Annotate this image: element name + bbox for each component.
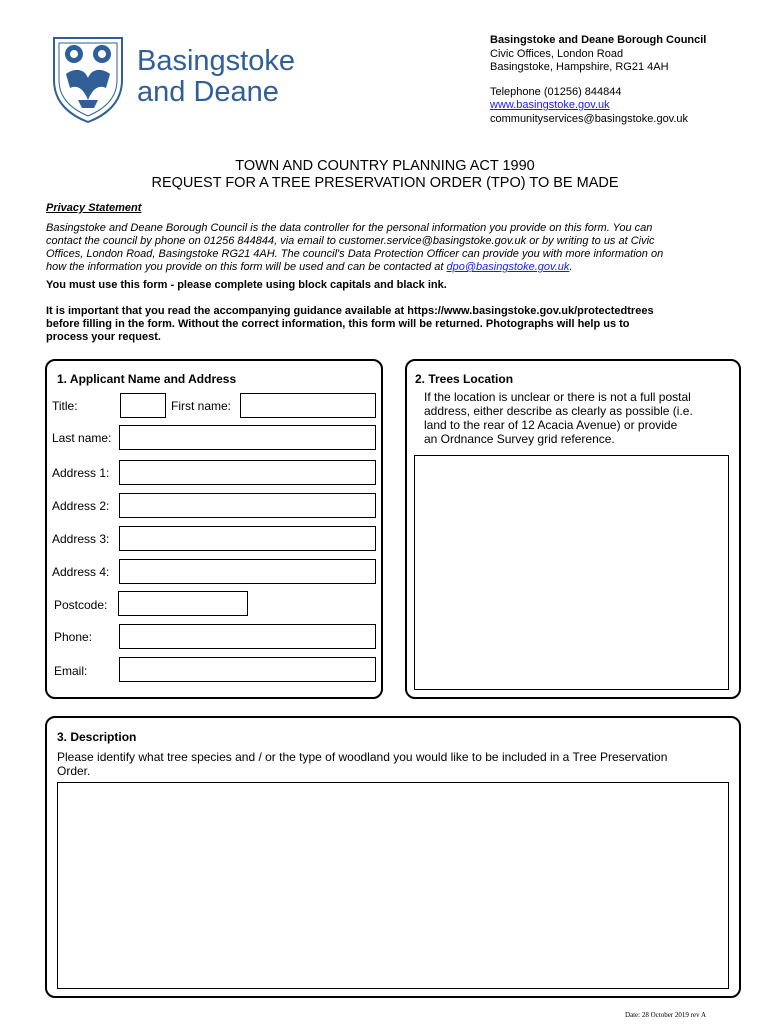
section2-instructions — [424, 390, 724, 446]
section3-title: 3. Description — [57, 730, 137, 744]
title-field[interactable] — [120, 393, 166, 418]
block-capitals-notice: You must use this form - please complete using block capitals and black ink. — [46, 279, 447, 291]
revision-date: Date: 28 October 2019 rev A — [624, 1011, 706, 1019]
last-name-field[interactable] — [119, 425, 376, 450]
section3-line: Please identify what tree species and / or the type of woodland you would like to be included in a Tree Preservation — [57, 750, 668, 764]
address2-label: Address 2: — [52, 499, 110, 513]
privacy-line: Basingstoke and Deane Borough Council is the data controller for the personal information you provide on this form. You can — [46, 222, 653, 234]
address1-label: Address 1: — [52, 466, 110, 480]
trees-location-field[interactable] — [414, 455, 729, 690]
section2-line: an Ordnance Survey grid reference. — [424, 432, 615, 446]
logo-line2: and Deane — [137, 76, 279, 108]
address4-field[interactable] — [119, 559, 376, 584]
council-email: communityservices@basingstoke.gov.uk — [490, 112, 689, 125]
address4-label: Address 4: — [52, 565, 110, 579]
guidance-line: process your request. — [46, 331, 161, 343]
privacy-heading: Privacy Statement — [46, 202, 142, 214]
coat-of-arms-icon — [50, 34, 126, 124]
form-title-act: TOWN AND COUNTRY PLANNING ACT 1990 — [235, 158, 535, 174]
title-label: Title: — [52, 399, 78, 413]
privacy-line: contact the council by phone on 01256 844844, via email to customer.service@basingstoke.gov.uk or by writing to us at Civic — [46, 235, 655, 247]
section2-line: land to the rear of 12 Acacia Avenue) or provide — [424, 418, 678, 432]
guidance-line: It is important that you read the accompanying guidance available at https://www.basingstoke.gov.uk/protectedtrees — [46, 305, 654, 317]
council-telephone: Telephone (01256) 844844 — [490, 85, 622, 98]
form-title-request: REQUEST FOR A TREE PRESERVATION ORDER (TPO) TO BE MADE — [151, 175, 619, 191]
postcode-label: Postcode: — [54, 598, 108, 612]
privacy-line4-text: how the information you provide on this form will be used and can be contacted at — [46, 261, 447, 273]
address1-field[interactable] — [119, 460, 376, 485]
guidance-notice — [46, 305, 746, 344]
guidance-line: before filling in the form. Without the correct information, this form will be returned. Photographs will help us to — [46, 318, 630, 330]
description-field[interactable] — [57, 782, 729, 989]
section2-title: 2. Trees Location — [415, 372, 514, 386]
section2-line: If the location is unclear or there is not a full postal — [424, 390, 691, 404]
council-address-line1: Civic Offices, London Road — [490, 47, 624, 60]
logo-wordmark — [137, 46, 295, 108]
privacy-line: Offices, London Road, Basingstoke RG21 4AH. The council's Data Protection Officer can provide you with more information on — [46, 248, 664, 260]
phone-field[interactable] — [119, 624, 376, 649]
email-label: Email: — [54, 664, 88, 678]
council-address-line2: Basingstoke, Hampshire, RG21 4AH — [490, 61, 669, 73]
section3-line: Order. — [57, 764, 91, 778]
council-logo — [50, 34, 320, 124]
council-address — [490, 34, 706, 126]
council-name: Basingstoke and Deane Borough Council — [490, 34, 707, 46]
first-name-field[interactable] — [240, 393, 376, 418]
address3-field[interactable] — [119, 526, 376, 551]
last-name-label: Last name: — [52, 431, 112, 445]
section1-title: 1. Applicant Name and Address — [57, 372, 237, 386]
phone-label: Phone: — [54, 630, 93, 644]
section3-instructions — [57, 750, 727, 778]
email-field[interactable] — [119, 657, 376, 682]
address3-label: Address 3: — [52, 532, 110, 546]
privacy-statement — [46, 222, 726, 274]
privacy-line — [46, 261, 726, 274]
dpo-email-link[interactable]: dpo@basingstoke.gov.uk — [446, 261, 570, 273]
first-name-label: First name: — [171, 399, 232, 413]
privacy-line4-end: . — [569, 261, 573, 273]
logo-line1: Basingstoke — [137, 45, 295, 77]
council-website-link[interactable]: www.basingstoke.gov.uk — [490, 99, 610, 111]
postcode-field[interactable] — [118, 591, 248, 616]
address2-field[interactable] — [119, 493, 376, 518]
section2-line: address, either describe as clearly as possible (i.e. — [424, 404, 693, 418]
